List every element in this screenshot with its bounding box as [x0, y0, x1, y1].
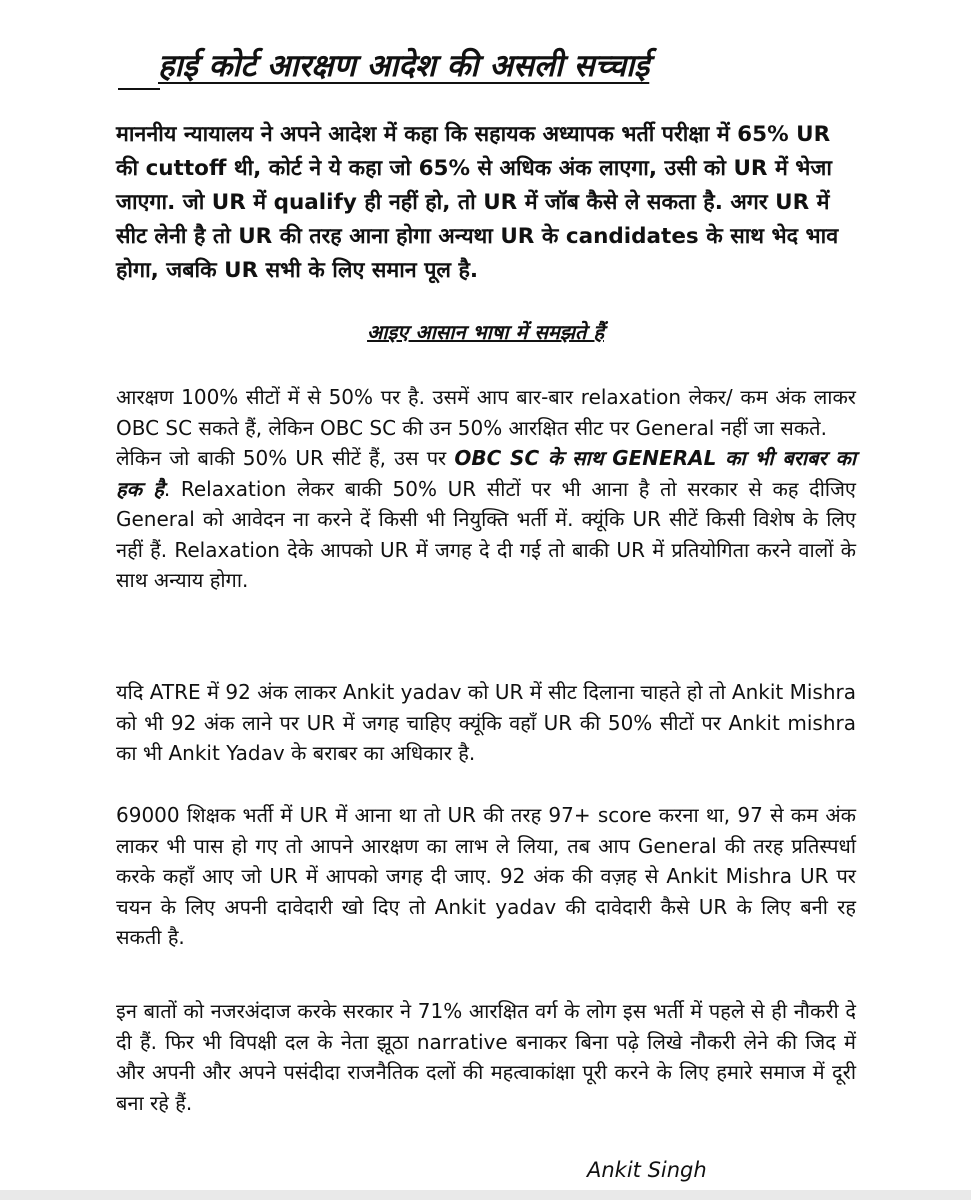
- paragraph-4: इन बातों को नजरअंदाज करके सरकार ने 71% आरक्षित वर्ग के लोग इस भर्ती में पहले से ही नौकरी दे दी हैं. फिर भी विपक्षी दल के नेता झूठा narrative बनाकर बिना पढ़े लिखे नौकरी लेने की जिद में और अपनी और अपने पसंदीदा राजनैतिक दलों की महत्वाकांक्षा पूरी करने के लिए हमारे समाज में दूरी बना रहे हैं.: [116, 999, 856, 1115]
- title-leader-line: [118, 88, 160, 90]
- paragraph-3: 69000 शिक्षक भर्ती में UR में आना था तो UR की तरह 97+ score करना था, 97 से कम अंक लाकर भी पास हो गए तो आपने आरक्षण का लाभ ले लिया, तब आप General की तरह प्रतिस्पर्धा करके कहाँ आए जो UR में आपको जगह दी जाए. 92 अंक की वज़ह से Ankit Mishra UR पर चयन के लिए अपनी दावेदारी खो दिए तो Ankit yadav की दावेदारी कैसे UR के लिए बनी रह सकती है.: [116, 803, 856, 949]
- paragraph-1-part-c: . Relaxation लेकर बाकी 50% UR सीटों पर भी आना है तो सरकार से कह दीजिए General को आवेदन ना करने दें किसी भी नियुक्ति भर्ती में. क्यूंकि UR सीटें किसी विशेष के लिए नहीं हैं. Relaxation देके आपको UR में जगह दे दी गई तो बाकी UR में प्रतियोगिता करने वालों के साथ अन्याय होगा.: [116, 476, 856, 592]
- title-area: [118, 44, 858, 94]
- intro-paragraph: माननीय न्यायालय ने अपने आदेश में कहा कि सहायक अध्यापक भर्ती परीक्षा में 65% UR की cuttoff थी, कोर्ट ने ये कहा जो 65% से अधिक अंक लाएगा, उसी को UR में भेजा जाएगा. जो UR में qualify ही नहीं हो, तो UR में जॉब कैसे ले सकता है. अगर UR में सीट लेनी है तो UR की तरह आना होगा अन्यथा UR के candidates के साथ भेद भाव होगा, जबकि UR सभी के लिए समान पूल है.: [116, 122, 839, 283]
- paragraph-1-part-a: आरक्षण 100% सीटों में से 50% पर है. उसमें आप बार-बार relaxation लेकर/ कम अंक लाकर OBC SC सकते हैं, लेकिन OBC SC की उन 50% आरक्षित सीट पर General नहीं जा सकते.: [116, 385, 856, 440]
- page-bottom-edge: [0, 1190, 971, 1200]
- section-subheading: आइए आसान भाषा में समझते हैं: [367, 320, 604, 344]
- paragraph-2: यदि ATRE में 92 अंक लाकर Ankit yadav को UR में सीट दिलाना चाहते हो तो Ankit Mishra को भी 92 अंक लाने पर UR में जगह चाहिए क्यूंकि वहाँ UR की 50% सीटों पर Ankit mishra का भी Ankit Yadav के बराबर का अधिकार है.: [116, 680, 856, 765]
- paragraph-1-part-b: लेकिन जो बाकी 50% UR सीटें हैं, उस पर: [116, 446, 455, 470]
- document-title: हाई कोर्ट आरक्षण आदेश की असली सच्चाई: [158, 48, 650, 84]
- author-signature: Ankit Singh: [587, 1158, 707, 1182]
- paragraph-1: [116, 382, 856, 596]
- paragraph-1-emphasis: OBC SC के साथ GENERAL का भी बराबर का हक है: [116, 446, 856, 501]
